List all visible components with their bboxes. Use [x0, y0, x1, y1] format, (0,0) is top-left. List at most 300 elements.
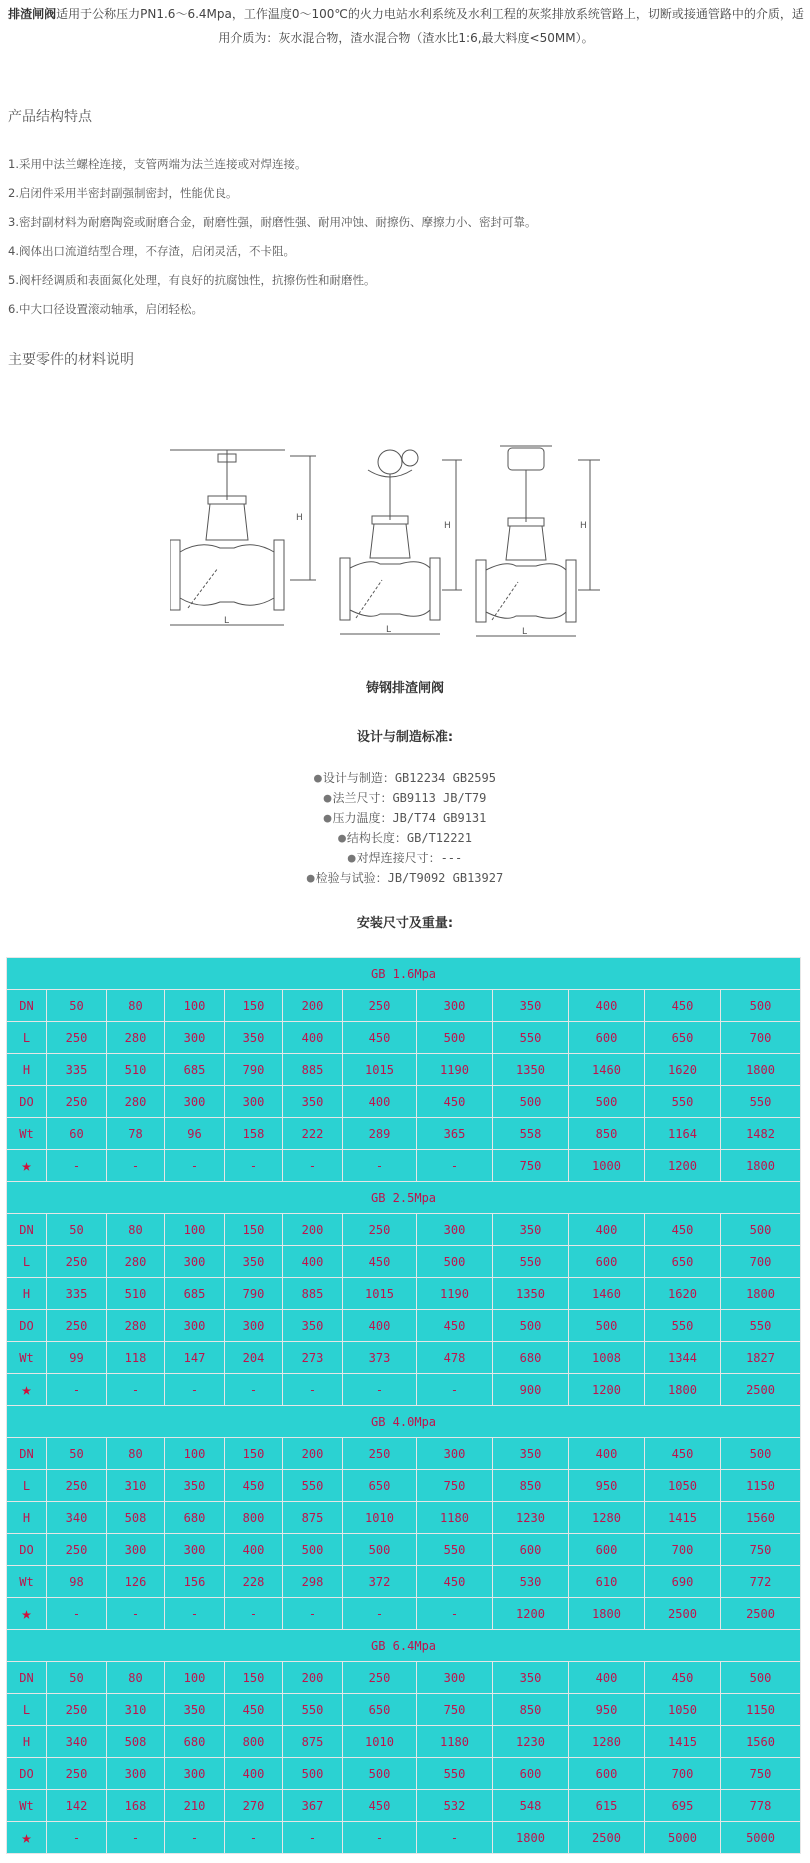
table-cell: 1280: [569, 1726, 645, 1758]
table-cell: 400: [569, 1662, 645, 1694]
dims-title: 安装尺寸及重量:: [356, 916, 454, 931]
table-cell: 550: [283, 1470, 343, 1502]
table-cell: 450: [225, 1470, 283, 1502]
table-cell: 695: [645, 1790, 721, 1822]
table-row: [7, 1246, 801, 1278]
table-row: [7, 1758, 801, 1790]
table-cell: 550: [417, 1758, 493, 1790]
table-cell: 158: [225, 1118, 283, 1150]
standard-item: ●检验与试验：JB/T9092 GB13927: [306, 871, 504, 886]
table-cell: 200: [283, 1438, 343, 1470]
table-row: [7, 1150, 801, 1182]
dim-label-h: H: [296, 513, 303, 523]
bullet-icon: ●: [323, 811, 332, 826]
table-cell: 690: [645, 1566, 721, 1598]
table-cell: -: [343, 1822, 417, 1854]
table-cell: 558: [493, 1118, 569, 1150]
table-cell: 1800: [721, 1054, 801, 1086]
table-cell: 300: [165, 1534, 225, 1566]
table-row: [7, 1374, 801, 1406]
materials-title: 主要零件的材料说明: [8, 352, 134, 368]
row-label: Wt: [7, 1118, 47, 1150]
table-cell: 300: [165, 1310, 225, 1342]
table-cell: 350: [493, 990, 569, 1022]
table-cell: -: [165, 1598, 225, 1630]
row-label: DO: [7, 1310, 47, 1342]
table-cell: 500: [493, 1310, 569, 1342]
table-cell: 950: [569, 1694, 645, 1726]
table-cell: 200: [283, 1662, 343, 1694]
table-cell: 99: [47, 1342, 107, 1374]
table-cell: 650: [645, 1022, 721, 1054]
table-cell: 400: [343, 1086, 417, 1118]
table-cell: 1010: [343, 1726, 417, 1758]
table-cell: 1460: [569, 1278, 645, 1310]
table-cell: 548: [493, 1790, 569, 1822]
feature-item: 6.中大口径设置滚动轴承，启闭轻松。: [8, 302, 203, 316]
row-label: H: [7, 1502, 47, 1534]
table-cell: 373: [343, 1342, 417, 1374]
dim-label-l: L: [522, 627, 528, 637]
intro-bold: 排渣闸阀: [8, 7, 57, 21]
row-label: L: [7, 1246, 47, 1278]
table-cell: 500: [569, 1310, 645, 1342]
table-cell: 650: [343, 1694, 417, 1726]
table-cell: 530: [493, 1566, 569, 1598]
table-cell: 5000: [721, 1822, 801, 1854]
table-row: [7, 1086, 801, 1118]
table-cell: 250: [47, 1246, 107, 1278]
table-cell: 400: [225, 1534, 283, 1566]
table-cell: 250: [47, 1694, 107, 1726]
table-cell: 1200: [493, 1598, 569, 1630]
table-cell: 298: [283, 1566, 343, 1598]
table-cell: 300: [417, 1662, 493, 1694]
table-cell: 400: [283, 1022, 343, 1054]
table-cell: 500: [343, 1758, 417, 1790]
valve-drawing-bevel-gear: [340, 450, 462, 634]
intro-paragraph: [8, 2, 804, 50]
table-cell: 100: [165, 1438, 225, 1470]
bullet-icon: ●: [314, 771, 322, 786]
table-cell: 700: [721, 1022, 801, 1054]
table-cell: 300: [225, 1310, 283, 1342]
feature-item: 2.启闭件采用半密封副强制密封，性能优良。: [8, 186, 238, 200]
table-cell: 1344: [645, 1342, 721, 1374]
table-cell: 350: [493, 1438, 569, 1470]
table-cell: 400: [569, 1214, 645, 1246]
dim-label-l: L: [386, 625, 392, 635]
table-cell: 310: [107, 1694, 165, 1726]
table-cell: 500: [721, 1662, 801, 1694]
table-cell: 600: [569, 1534, 645, 1566]
table-cell: 100: [165, 990, 225, 1022]
standards-list: [0, 768, 810, 888]
table-cell: 500: [283, 1758, 343, 1790]
table-row: [7, 1118, 801, 1150]
table-cell: 1230: [493, 1726, 569, 1758]
table-cell: 350: [283, 1310, 343, 1342]
table-cell: 450: [417, 1566, 493, 1598]
table-cell: 1150: [721, 1694, 801, 1726]
dimensions-table: [6, 957, 801, 1854]
table-cell: 200: [283, 1214, 343, 1246]
table-cell: 250: [47, 1022, 107, 1054]
table-cell: 875: [283, 1502, 343, 1534]
feature-item: 5.阀杆经调质和表面氮化处理，有良好的抗腐蚀性，抗擦伤性和耐磨性。: [8, 273, 376, 287]
feature-item: 4.阀体出口流道结型合理，不存渣，启闭灵活，不卡阻。: [8, 244, 295, 258]
table-cell: 50: [47, 990, 107, 1022]
table-cell: 750: [417, 1470, 493, 1502]
table-cell: 550: [283, 1694, 343, 1726]
table-cell: 600: [569, 1758, 645, 1790]
pressure-class-title: GB 4.0Mpa: [7, 1406, 801, 1438]
row-label: Wt: [7, 1342, 47, 1374]
table-cell: 350: [493, 1214, 569, 1246]
table-cell: 510: [107, 1278, 165, 1310]
table-cell: 289: [343, 1118, 417, 1150]
table-cell: 5000: [645, 1822, 721, 1854]
table-cell: 685: [165, 1054, 225, 1086]
table-cell: 300: [417, 990, 493, 1022]
table-cell: 500: [417, 1246, 493, 1278]
table-cell: 204: [225, 1342, 283, 1374]
table-cell: 250: [47, 1086, 107, 1118]
table-cell: 1800: [721, 1278, 801, 1310]
table-cell: 250: [343, 1438, 417, 1470]
table-cell: -: [417, 1598, 493, 1630]
table-cell: -: [165, 1822, 225, 1854]
table-cell: 1280: [569, 1502, 645, 1534]
table-row: [7, 1278, 801, 1310]
table-cell: 228: [225, 1566, 283, 1598]
table-cell: 300: [417, 1438, 493, 1470]
row-label: DN: [7, 1662, 47, 1694]
table-cell: 350: [283, 1086, 343, 1118]
features-list: [8, 152, 798, 326]
table-row: [7, 1054, 801, 1086]
table-row: [7, 1566, 801, 1598]
table-row: [7, 1534, 801, 1566]
table-cell: 450: [343, 1022, 417, 1054]
table-cell: 78: [107, 1118, 165, 1150]
table-cell: 1800: [721, 1150, 801, 1182]
table-cell: -: [107, 1150, 165, 1182]
table-section-header: [7, 1182, 801, 1214]
table-cell: 50: [47, 1438, 107, 1470]
table-cell: 700: [645, 1758, 721, 1790]
star-row-label: ★: [7, 1374, 47, 1406]
table-cell: 300: [165, 1758, 225, 1790]
table-cell: 100: [165, 1214, 225, 1246]
table-cell: -: [343, 1598, 417, 1630]
table-cell: 2500: [721, 1374, 801, 1406]
table-cell: 350: [165, 1694, 225, 1726]
table-cell: 400: [225, 1758, 283, 1790]
table-cell: 1800: [645, 1374, 721, 1406]
table-row: [7, 1342, 801, 1374]
table-cell: -: [225, 1374, 283, 1406]
table-cell: 1164: [645, 1118, 721, 1150]
table-cell: 450: [417, 1310, 493, 1342]
table-cell: 150: [225, 1662, 283, 1694]
row-label: H: [7, 1726, 47, 1758]
table-cell: 250: [343, 1662, 417, 1694]
table-cell: 350: [493, 1662, 569, 1694]
table-cell: 610: [569, 1566, 645, 1598]
table-cell: 790: [225, 1054, 283, 1086]
table-row: [7, 1694, 801, 1726]
row-label: DN: [7, 1438, 47, 1470]
table-cell: 1200: [569, 1374, 645, 1406]
table-cell: 885: [283, 1054, 343, 1086]
table-cell: 156: [165, 1566, 225, 1598]
table-cell: 700: [645, 1534, 721, 1566]
table-cell: 750: [417, 1694, 493, 1726]
row-label: L: [7, 1022, 47, 1054]
table-cell: 100: [165, 1662, 225, 1694]
table-cell: -: [47, 1374, 107, 1406]
standard-item: ●设计与制造：GB12234 GB2595: [314, 771, 496, 786]
table-cell: -: [283, 1150, 343, 1182]
table-cell: 300: [417, 1214, 493, 1246]
table-cell: 1008: [569, 1342, 645, 1374]
table-cell: 450: [645, 990, 721, 1022]
table-cell: 650: [343, 1470, 417, 1502]
table-cell: 875: [283, 1726, 343, 1758]
table-cell: 750: [721, 1534, 801, 1566]
table-cell: 150: [225, 1214, 283, 1246]
standards-title: 设计与制造标准:: [356, 730, 454, 745]
table-cell: 600: [569, 1246, 645, 1278]
table-cell: 340: [47, 1726, 107, 1758]
table-cell: 222: [283, 1118, 343, 1150]
table-cell: 550: [493, 1022, 569, 1054]
table-cell: 1050: [645, 1470, 721, 1502]
table-cell: -: [107, 1374, 165, 1406]
row-label: DN: [7, 1214, 47, 1246]
table-cell: 1415: [645, 1502, 721, 1534]
valve-caption: 铸钢排渣闸阀: [365, 681, 444, 696]
row-label: H: [7, 1278, 47, 1310]
table-cell: 600: [569, 1022, 645, 1054]
table-cell: -: [107, 1822, 165, 1854]
table-row: [7, 1502, 801, 1534]
table-cell: 1620: [645, 1278, 721, 1310]
table-cell: 800: [225, 1502, 283, 1534]
row-label: Wt: [7, 1790, 47, 1822]
table-cell: 1015: [343, 1278, 417, 1310]
table-cell: 600: [493, 1534, 569, 1566]
table-cell: 600: [493, 1758, 569, 1790]
table-cell: 500: [721, 1214, 801, 1246]
table-cell: -: [343, 1374, 417, 1406]
valve-drawing-handwheel: [170, 450, 316, 625]
dim-label-h: H: [444, 521, 451, 531]
table-cell: -: [225, 1822, 283, 1854]
table-cell: 1482: [721, 1118, 801, 1150]
table-cell: 1800: [493, 1822, 569, 1854]
table-cell: 508: [107, 1502, 165, 1534]
table-cell: -: [47, 1822, 107, 1854]
table-cell: 1350: [493, 1278, 569, 1310]
table-cell: 950: [569, 1470, 645, 1502]
table-cell: 790: [225, 1278, 283, 1310]
table-cell: 80: [107, 1214, 165, 1246]
table-cell: 280: [107, 1022, 165, 1054]
table-cell: 280: [107, 1246, 165, 1278]
table-cell: 2500: [721, 1598, 801, 1630]
table-cell: 680: [493, 1342, 569, 1374]
table-cell: 1050: [645, 1694, 721, 1726]
table-cell: 1350: [493, 1054, 569, 1086]
table-row: [7, 1438, 801, 1470]
table-section-header: [7, 1630, 801, 1662]
table-cell: 300: [165, 1246, 225, 1278]
table-cell: 510: [107, 1054, 165, 1086]
star-row-label: ★: [7, 1150, 47, 1182]
table-row: [7, 1470, 801, 1502]
table-cell: 400: [569, 1438, 645, 1470]
table-cell: 532: [417, 1790, 493, 1822]
features-title: 产品结构特点: [8, 109, 92, 125]
table-row: [7, 1662, 801, 1694]
table-cell: 450: [645, 1438, 721, 1470]
table-cell: 340: [47, 1502, 107, 1534]
dim-label-h: H: [580, 521, 587, 531]
table-cell: 60: [47, 1118, 107, 1150]
table-cell: 680: [165, 1726, 225, 1758]
table-cell: 550: [645, 1310, 721, 1342]
row-label: DO: [7, 1086, 47, 1118]
table-cell: 80: [107, 1662, 165, 1694]
bullet-icon: ●: [323, 791, 332, 806]
bullet-icon: ●: [338, 831, 346, 846]
table-cell: 1190: [417, 1278, 493, 1310]
pressure-class-title: GB 1.6Mpa: [7, 958, 801, 990]
table-cell: 1800: [569, 1598, 645, 1630]
table-cell: 400: [569, 990, 645, 1022]
standard-item: ●结构长度：GB/T12221: [338, 831, 472, 846]
table-cell: 168: [107, 1790, 165, 1822]
table-cell: 250: [343, 990, 417, 1022]
table-cell: 1180: [417, 1726, 493, 1758]
table-cell: -: [283, 1598, 343, 1630]
table-cell: 450: [417, 1086, 493, 1118]
row-label: Wt: [7, 1566, 47, 1598]
table-cell: 300: [107, 1534, 165, 1566]
table-cell: 142: [47, 1790, 107, 1822]
table-cell: 750: [721, 1758, 801, 1790]
table-cell: 250: [47, 1470, 107, 1502]
table-row: [7, 1822, 801, 1854]
table-cell: 280: [107, 1310, 165, 1342]
table-cell: 210: [165, 1790, 225, 1822]
table-cell: 300: [165, 1086, 225, 1118]
table-cell: -: [165, 1374, 225, 1406]
bullet-icon: ●: [306, 871, 315, 886]
table-row: [7, 1790, 801, 1822]
table-cell: 50: [47, 1214, 107, 1246]
table-cell: 1190: [417, 1054, 493, 1086]
table-cell: 280: [107, 1086, 165, 1118]
table-row: [7, 1214, 801, 1246]
table-cell: 850: [493, 1694, 569, 1726]
table-cell: 550: [721, 1086, 801, 1118]
table-cell: 50: [47, 1662, 107, 1694]
table-cell: 500: [721, 990, 801, 1022]
table-cell: -: [417, 1822, 493, 1854]
table-cell: 1180: [417, 1502, 493, 1534]
table-cell: 200: [283, 990, 343, 1022]
table-cell: 1010: [343, 1502, 417, 1534]
table-cell: -: [225, 1598, 283, 1630]
table-cell: 300: [225, 1086, 283, 1118]
table-cell: 450: [343, 1790, 417, 1822]
table-cell: -: [107, 1598, 165, 1630]
star-row-label: ★: [7, 1822, 47, 1854]
row-label: DO: [7, 1534, 47, 1566]
table-cell: 126: [107, 1566, 165, 1598]
table-cell: 147: [165, 1342, 225, 1374]
table-cell: 550: [721, 1310, 801, 1342]
table-cell: 250: [47, 1758, 107, 1790]
table-cell: 350: [165, 1470, 225, 1502]
standard-item: ●法兰尺寸：GB9113 JB/T79: [323, 791, 487, 806]
table-cell: 1560: [721, 1502, 801, 1534]
pressure-class-title: GB 6.4Mpa: [7, 1630, 801, 1662]
table-cell: 550: [493, 1246, 569, 1278]
table-cell: 550: [645, 1086, 721, 1118]
table-cell: 350: [225, 1022, 283, 1054]
table-cell: 2500: [645, 1598, 721, 1630]
table-cell: 300: [107, 1758, 165, 1790]
table-cell: 367: [283, 1790, 343, 1822]
table-cell: 250: [343, 1214, 417, 1246]
table-cell: 1827: [721, 1342, 801, 1374]
table-cell: 400: [283, 1246, 343, 1278]
table-cell: -: [417, 1374, 493, 1406]
dim-label-l: L: [224, 616, 230, 626]
table-cell: 450: [645, 1662, 721, 1694]
table-row: [7, 1726, 801, 1758]
table-cell: 850: [569, 1118, 645, 1150]
table-cell: 450: [645, 1214, 721, 1246]
table-cell: 1015: [343, 1054, 417, 1086]
row-label: DN: [7, 990, 47, 1022]
table-cell: 350: [225, 1246, 283, 1278]
table-cell: 500: [569, 1086, 645, 1118]
table-cell: 885: [283, 1278, 343, 1310]
table-cell: 273: [283, 1342, 343, 1374]
table-cell: 310: [107, 1470, 165, 1502]
table-cell: -: [225, 1150, 283, 1182]
table-row: [7, 1598, 801, 1630]
table-cell: 450: [343, 1246, 417, 1278]
table-cell: 778: [721, 1790, 801, 1822]
table-cell: 80: [107, 1438, 165, 1470]
table-cell: 772: [721, 1566, 801, 1598]
table-cell: 150: [225, 1438, 283, 1470]
table-cell: 800: [225, 1726, 283, 1758]
row-label: H: [7, 1054, 47, 1086]
table-cell: 1150: [721, 1470, 801, 1502]
table-cell: 500: [343, 1534, 417, 1566]
table-cell: 300: [165, 1022, 225, 1054]
table-cell: 508: [107, 1726, 165, 1758]
standard-item: ●压力温度：JB/T74 GB9131: [323, 811, 487, 826]
table-cell: 80: [107, 990, 165, 1022]
